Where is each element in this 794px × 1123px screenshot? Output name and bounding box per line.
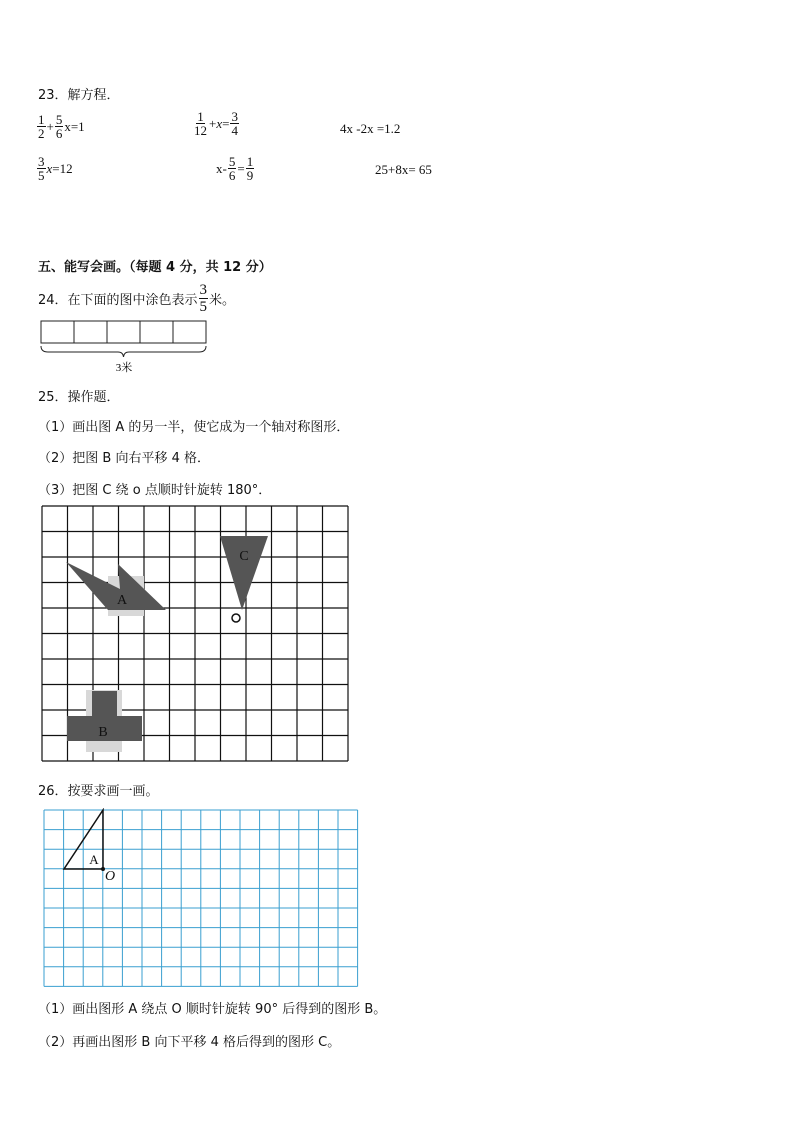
equation-2 — [192, 110, 240, 137]
q24-prefix: 24．在下面的图中涂色表示 — [38, 293, 198, 308]
label-b: B — [98, 725, 108, 740]
eq2-op: + — [209, 115, 217, 131]
shape-c-polygon — [220, 536, 268, 610]
eq5-b-den: 9 — [246, 168, 254, 183]
q25-item-1: （1）画出图 A 的另一半，使它成为一个轴对称图形． — [38, 420, 350, 435]
brace — [41, 346, 206, 357]
eq1-b-den: 6 — [55, 126, 63, 141]
equation-5 — [216, 155, 255, 182]
q26-item-1: （1）画出图形 A 绕点 O 顺时针旋转 90° 后得到的图形 B。 — [38, 1002, 387, 1017]
eq1-a-den: 2 — [38, 126, 45, 141]
eq4-var: x — [46, 160, 53, 176]
shape-c — [220, 536, 268, 622]
bar-cell[interactable] — [173, 321, 206, 343]
q24-bar-cells — [41, 321, 206, 343]
q24-bar-diagram — [38, 318, 213, 376]
q26-title: 26．按要求画一画。 — [38, 784, 159, 799]
q25-item-3: （3）把图 C 绕 o 点顺时针旋转 180°． — [38, 483, 272, 498]
eq2-eq: = — [222, 115, 230, 131]
eq5-lead: x- — [216, 160, 227, 176]
q25-title: 25．操作题． — [38, 390, 120, 405]
bar-cell[interactable] — [140, 321, 173, 343]
eq1-a-num: 1 — [38, 112, 45, 127]
eq2-b-den: 4 — [231, 123, 238, 138]
point-o — [232, 614, 240, 622]
equation-1 — [36, 113, 85, 140]
label-a: A — [116, 593, 128, 608]
q26-grid-figure — [42, 808, 360, 988]
section5-title: 五、能写会画。（每题 4 分，共 12 分） — [38, 260, 272, 275]
shape-b — [67, 690, 142, 752]
eq5-eq: = — [237, 160, 245, 176]
q25-item-2: （2）把图 B 向右平移 4 格． — [38, 451, 210, 466]
label-a: A — [89, 852, 99, 867]
label-c: C — [239, 549, 249, 564]
q24-title — [38, 282, 235, 315]
eq5-b-num: 1 — [246, 154, 254, 169]
q24-frac-den: 5 — [199, 299, 208, 315]
q24-suffix: 米。 — [209, 293, 236, 308]
eq4-a-num: 3 — [38, 154, 45, 169]
eq2-a-den: 12 — [194, 123, 207, 138]
eq5-a-den: 6 — [228, 168, 236, 183]
eq2-b-num: 3 — [231, 109, 238, 124]
eq2-var: x — [216, 115, 223, 131]
equation-6: 25+8x= 65 — [375, 162, 432, 177]
equation-3: 4x -2x =1.2 — [340, 121, 401, 136]
eq4-rest: =12 — [52, 160, 73, 176]
q26-item-2: （2）再画出图形 B 向下平移 4 格后得到的图形 C。 — [38, 1035, 341, 1050]
bar-cell[interactable] — [107, 321, 140, 343]
eq2-a-num: 1 — [197, 109, 204, 124]
q24-bar-label: 3米 — [115, 362, 133, 374]
q24-frac-num: 3 — [199, 282, 208, 298]
q26-grid[interactable] — [44, 810, 358, 986]
bar-cell[interactable] — [41, 321, 74, 343]
eq4-a-den: 5 — [38, 168, 45, 183]
eq1-rest: x=1 — [64, 118, 85, 134]
q23-title: 23．解方程． — [38, 88, 120, 103]
bar-cell[interactable] — [74, 321, 107, 343]
q25-grid-figure — [40, 504, 356, 774]
eq5-a-num: 5 — [228, 154, 236, 169]
label-o: O — [105, 869, 116, 884]
eq1-b-num: 5 — [55, 112, 63, 127]
equation-4 — [36, 155, 73, 182]
eq1-op: + — [46, 118, 54, 134]
